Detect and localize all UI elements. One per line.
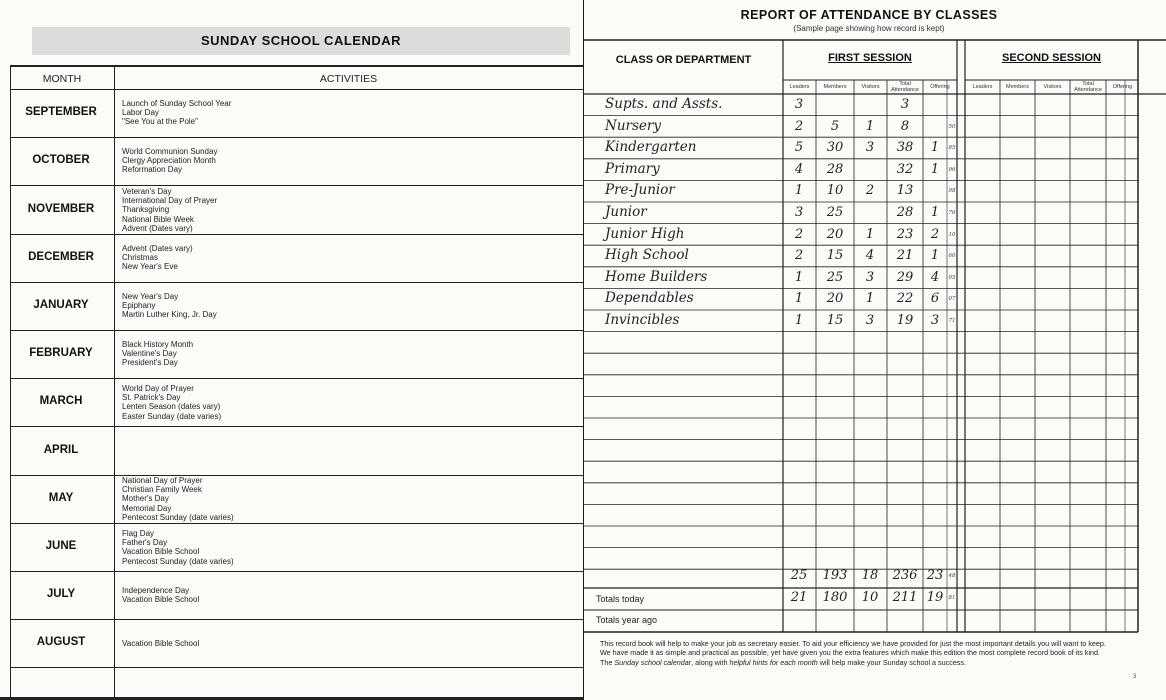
month-activities <box>122 99 562 127</box>
cell-leaders: 1 <box>794 313 804 328</box>
class-name: Pre-Junior <box>605 182 675 199</box>
month-may: MAY <box>48 492 74 504</box>
activity-item: Black History Month <box>122 340 194 349</box>
footer-line: This record book will help to make your job as secretary easier. To aid your efficiency we have provided for just the most important details you will want to keep. <box>600 639 1106 648</box>
activity-item: Memorial Day <box>122 503 172 513</box>
activity-item: President's Day <box>122 358 178 368</box>
cell-members: 180 <box>822 590 848 605</box>
cell-leaders: 25 <box>790 568 808 583</box>
footer-line: The Sunday school calendar, along with helpful hints for each month will help make your Sunday school a success. <box>600 657 966 667</box>
cell-offering: 19 <box>926 590 944 605</box>
row-divider <box>10 523 583 524</box>
cell-offering: 1 <box>930 205 940 220</box>
class-name: Invincibles <box>605 312 680 328</box>
activities-column-header: ACTIVITIES <box>319 73 378 85</box>
cell-total: 3 <box>900 97 910 112</box>
class-name: Primary <box>605 160 660 177</box>
cell-cents: 50 <box>948 123 956 130</box>
footer-line: We have made it as simple and practical as possible, yet have given you the extra features which make this edition the most complete record book of its kind. <box>600 648 1101 658</box>
activity-item: Launch of Sunday School Year <box>122 99 232 108</box>
activity-item: New Year's Eve <box>122 262 178 272</box>
class-name: Kindergarten <box>605 139 697 156</box>
cell-offering: 3 <box>930 313 940 328</box>
activity-item: Pentecost Sunday (date varies) <box>122 512 234 522</box>
activity-item: National Day of Prayer <box>122 476 203 485</box>
cell-total: 29 <box>896 269 914 285</box>
activity-item: Flag Day <box>122 529 155 538</box>
cell-members: 15 <box>826 248 844 264</box>
cell-members: 15 <box>826 313 844 328</box>
cell-members: 30 <box>826 140 844 156</box>
cell-cents: 48 <box>948 573 956 579</box>
row-divider <box>10 234 583 235</box>
month-activities <box>122 384 562 421</box>
month-april: APRIL <box>43 444 79 456</box>
cell-leaders: 2 <box>794 248 804 264</box>
month-activities <box>122 292 562 320</box>
first-subheader-leaders: Leaders <box>789 84 810 90</box>
class-name: Junior <box>605 204 647 220</box>
activity-item: Vacation Bible School <box>122 595 200 605</box>
month-january: JANUARY <box>33 299 89 311</box>
activity-item: Pentecost Sunday (date varies) <box>122 556 234 566</box>
first-subheader-visitors: Visitors <box>861 84 880 90</box>
cell-visitors: 1 <box>865 226 875 242</box>
activity-item: Advent (Dates vary) <box>122 223 193 233</box>
page-number: 3 <box>1133 674 1137 680</box>
cell-leaders: 5 <box>794 140 804 156</box>
cell-leaders: 2 <box>794 118 804 134</box>
activity-item: World Communion Sunday <box>122 147 218 156</box>
cell-cents: 05 <box>948 274 956 281</box>
cell-leaders: 1 <box>794 269 804 285</box>
report-subtitle: (Sample page showing how record is kept) <box>793 24 945 33</box>
report-title: REPORT OF ATTENDANCE BY CLASSES <box>740 8 998 22</box>
cell-offering: 1 <box>930 248 940 264</box>
cell-members: 20 <box>826 291 844 307</box>
activity-item: Advent (Dates vary) <box>122 244 193 253</box>
month-activities <box>122 529 562 566</box>
row-divider <box>10 378 583 379</box>
activity-item: "See You at the Pole" <box>122 117 198 127</box>
cell-total: 21 <box>896 248 914 264</box>
class-department-header: CLASS OR DEPARTMENT <box>615 54 752 66</box>
cell-leaders: 3 <box>794 205 804 220</box>
class-name: Supts. and Assts. <box>605 96 723 112</box>
totals-year-ago-label: Totals year ago <box>596 615 658 625</box>
activity-item: Mother's Day <box>122 494 169 504</box>
row-divider <box>10 426 583 427</box>
footer-note <box>600 639 1156 667</box>
cell-members: 10 <box>826 183 844 199</box>
first-subheader-members: Members <box>823 84 847 90</box>
activity-item: Independence Day <box>122 586 190 595</box>
cell-visitors: 3 <box>865 140 875 156</box>
cell-cents: 96 <box>948 166 956 173</box>
month-february: FEBRUARY <box>29 347 93 359</box>
month-september: SEPTEMBER <box>25 106 97 118</box>
cell-leaders: 21 <box>790 590 808 605</box>
month-december: DECEMBER <box>28 251 94 263</box>
cell-total: 23 <box>896 226 914 242</box>
activity-item: Christmas <box>122 253 159 263</box>
header-divider <box>10 89 583 90</box>
cell-visitors: 1 <box>865 291 875 307</box>
class-name: Nursery <box>605 117 661 134</box>
month-july: JULY <box>46 588 76 600</box>
cell-members: 25 <box>826 269 844 285</box>
cell-offering: 4 <box>930 269 940 285</box>
row-divider <box>10 137 583 138</box>
cell-total: 22 <box>896 291 914 307</box>
cell-total: 13 <box>896 183 914 199</box>
class-name: Junior High <box>605 225 685 242</box>
cell-leaders: 1 <box>794 183 804 199</box>
first-session-header: FIRST SESSION <box>828 52 912 64</box>
row-divider <box>10 282 583 283</box>
cell-total: 8 <box>900 118 910 134</box>
second-subheader-total-attendance: Total Attendance <box>1074 81 1102 93</box>
second-subheader-leaders: Leaders <box>972 84 993 90</box>
cell-cents: 10 <box>948 231 956 238</box>
cell-visitors: 1 <box>865 118 875 134</box>
row-divider <box>10 667 583 668</box>
activity-item: Father's Day <box>122 538 168 548</box>
cell-visitors: 3 <box>865 313 875 328</box>
cell-offering: 23 <box>926 568 944 583</box>
activity-item: Lenten Season (dates vary) <box>122 402 221 412</box>
second-subheader-members: Members <box>1006 84 1029 90</box>
activity-item: Vacation Bible School <box>122 547 200 557</box>
month-column-divider <box>114 65 115 700</box>
cell-visitors: 3 <box>865 269 875 285</box>
cell-total: 38 <box>896 140 914 156</box>
activity-item: Epiphany <box>122 301 156 311</box>
month-november: NOVEMBER <box>27 203 95 215</box>
cell-offering: 1 <box>930 161 940 177</box>
cell-members: 193 <box>822 568 848 583</box>
cell-members: 20 <box>826 226 844 242</box>
cell-visitors: 10 <box>861 590 879 605</box>
month-activities <box>122 639 562 648</box>
second-subheader-visitors: Visitors <box>1043 84 1062 90</box>
activity-item: Clergy Appreciation Month <box>122 156 216 166</box>
month-june: JUNE <box>45 540 77 552</box>
cell-visitors: 2 <box>865 183 875 199</box>
cell-total: 19 <box>896 313 914 328</box>
cell-cents: 98 <box>948 188 956 195</box>
cell-members: 25 <box>826 205 844 220</box>
cell-leaders: 3 <box>794 97 804 112</box>
cell-leaders: 1 <box>794 291 804 307</box>
cell-total: 28 <box>896 205 914 220</box>
totals-today-label: Totals today <box>596 594 645 604</box>
month-activities <box>122 147 562 175</box>
calendar-title: SUNDAY SCHOOL CALENDAR <box>200 33 401 48</box>
activity-item: St. Patrick's Day <box>122 393 181 403</box>
cell-visitors: 18 <box>861 568 879 583</box>
cell-total: 236 <box>892 568 918 583</box>
month-august: AUGUST <box>36 636 86 648</box>
cell-offering: 6 <box>930 291 940 307</box>
class-name: High School <box>605 247 689 264</box>
cell-total: 32 <box>896 161 914 177</box>
activity-item: Christian Family Week <box>122 485 202 495</box>
month-activities <box>122 244 562 272</box>
attendance-report-page <box>584 0 1166 700</box>
cell-total: 211 <box>892 590 918 605</box>
activity-item: Martin Luther King, Jr. Day <box>122 310 217 320</box>
row-divider <box>10 571 583 572</box>
activity-item: Veteran's Day <box>122 187 172 196</box>
activity-item: Reformation Day <box>122 165 183 175</box>
month-march: MARCH <box>39 395 83 407</box>
activity-item: Thanksgiving <box>122 205 170 215</box>
class-name: Home Builders <box>605 268 708 285</box>
cell-offering: 1 <box>930 140 940 156</box>
cell-leaders: 4 <box>794 161 804 177</box>
cell-cents: 60 <box>948 253 956 260</box>
cell-cents: 76 <box>948 210 956 216</box>
activity-item: Labor Day <box>122 108 159 118</box>
second-session-header: SECOND SESSION <box>1001 52 1102 64</box>
activity-item: Vacation Bible School <box>122 639 200 648</box>
cell-members: 5 <box>830 118 840 134</box>
first-subheader-total-attendance: Total Attendance <box>891 81 919 93</box>
activity-item: New Year's Day <box>122 292 179 301</box>
row-divider <box>10 619 583 620</box>
row-divider <box>10 330 583 331</box>
table-top-border <box>10 65 583 67</box>
second-subheader-offering: Offering <box>1112 84 1133 90</box>
activity-item: World Day of Prayer <box>122 384 194 393</box>
month-activities <box>122 340 562 368</box>
activity-item: Easter Sunday (date varies) <box>122 411 222 421</box>
month-activities <box>122 476 562 522</box>
cell-members: 28 <box>826 161 844 177</box>
cell-offering: 2 <box>930 226 940 242</box>
activity-item: National Bible Week <box>122 214 194 224</box>
cell-cents: 71 <box>948 318 956 324</box>
first-subheader-offering: Offering <box>930 84 950 90</box>
class-name: Dependables <box>605 290 694 307</box>
cell-visitors: 4 <box>865 248 875 264</box>
month-activities <box>122 586 562 604</box>
month-october: OCTOBER <box>32 154 90 166</box>
cell-cents: 81 <box>948 595 956 601</box>
activity-item: International Day of Prayer <box>122 196 218 206</box>
cell-cents: 85 <box>948 145 956 152</box>
month-column-header: MONTH <box>42 73 82 85</box>
row-divider <box>10 185 583 186</box>
activity-item: Valentine's Day <box>122 349 177 359</box>
month-activities <box>122 187 562 233</box>
cell-leaders: 2 <box>794 226 804 242</box>
cell-cents: 07 <box>948 296 956 303</box>
